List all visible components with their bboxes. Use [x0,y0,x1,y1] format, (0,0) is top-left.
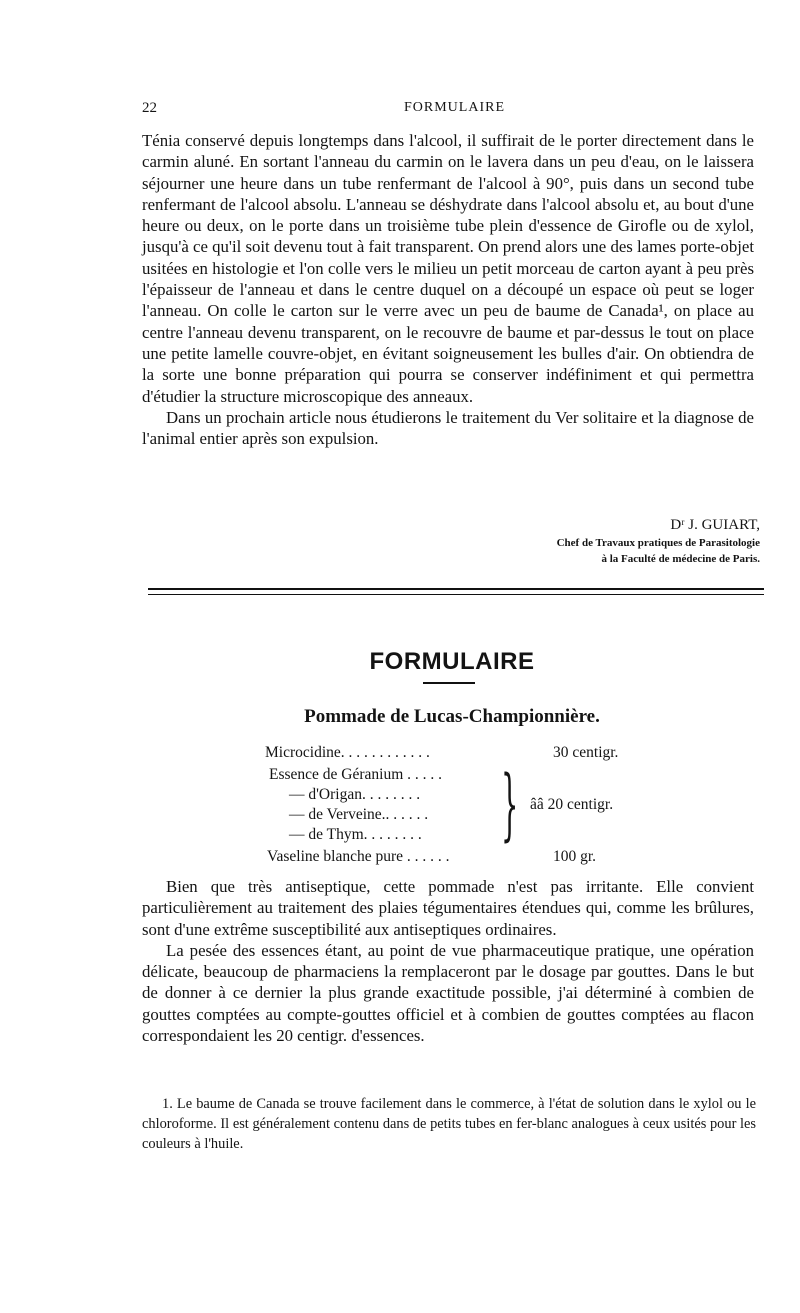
ingredient-qty: 30 centigr. [553,744,619,761]
ingredient-name: — de Thym. . . . . . . . [289,826,422,843]
recipe-title: Pommade de Lucas-Championnière. [304,706,600,727]
title-underline [423,682,475,684]
section-title: FORMULAIRE [369,648,535,675]
ingredient-name: Essence de Géranium . . . . . [269,766,443,783]
formula-body [142,876,754,1046]
author-affiliation: à la Faculté de médecine de Paris. [601,553,760,565]
ingredient-name: Vaseline blanche pure . . . . . . [267,848,450,865]
ingredient-name: — d'Origan. . . . . . . . [289,786,421,803]
page-header [142,100,752,124]
footnote-text: 1. Le baume de Canada se trouve facilement dans le commerce, à l'état de solution dans le xylol ou le chloroforme. Il est généralement contenu dans de petits tubes en fer-blanc analogues à ceux usités pour les couleurs à l'huile. [142,1096,756,1152]
ingredient-name: — de Verveine.. . . . . . [289,806,429,823]
article-paragraph: Ténia conservé depuis longtemps dans l'alcool, il suffirait de le porter directement dans le carmin aluné. En sortant l'anneau du carmin on le lavera dans un peu d'eau, on le laissera séjourner une heure dans un tube renfermant de l'alcool à 90°, puis dans un second tube renfermant de l'alcool absolu. L'anneau se déshydrate dans l'alcool absolu et, au bout d'une heure ou deux, on le porte dans un troisième tube plein d'essence de Girofle ou de xylol, jusqu'à ce qu'il soit devenu tout à fait transparent. On prend alors une des lames porte-objet usitées en histologie et l'on colle vers le milieu un petit morceau de carton ayant à peu près l'épaisseur de l'anneau et dans le centre duquel on a découpé un espace où peut se loger l'anneau. On colle le carton sur le verre avec un peu de baume de Canada¹, on place au centre l'anneau devenu transparent, on le recouvre de baume et par-dessus le tout on place une petite lamelle couvre-objet, en évitant soigneusement les bulles d'air. On obtiendra de la sorte une bonne préparation qui pourra se conserver indéfiniment et qui permettra d'étudier la structure microscopique des anneaux. [142,131,754,406]
ingredient-name: Microcidine. . . . . . . . . . . . [265,744,430,761]
section-divider-thick [148,588,764,590]
grouped-qty-text: ââ 20 centigr. [530,796,614,813]
article-body [142,130,754,449]
footnote [142,1094,756,1154]
running-title: FORMULAIRE [404,100,506,115]
formula-paragraph: La pesée des essences étant, au point de vue pharmaceutique pratique, une opération délicate, beaucoup de pharmaciens la remplaceront par le dosage par gouttes. Dans le but de donner à ce dernier la plus grande exactitude possible, j'ai déterminé à combien de gouttes comptées au compte-gouttes officiel et à combien de gouttes comptées au flacon correspondaient les 20 centigr. d'essences. [142,940,754,1046]
ingredient-qty: 100 gr. [553,848,597,865]
author-name: Dʳ J. GUIART, [670,517,760,533]
grouping-brace: } [501,760,519,850]
formula-paragraph: Bien que très antiseptique, cette pommade n'est pas irritante. Elle convient particulièrement au traitement des plaies tégumentaires étendues qui, comme les brûlures, sont d'une extrême susceptibilité aux antiseptiques ordinaires. [142,877,754,939]
page-number: 22 [142,100,157,116]
author-role: Chef de Travaux pratiques de Parasitologie [556,537,760,549]
section-divider-thin [148,594,764,595]
article-paragraph: Dans un prochain article nous étudierons le traitement du Ver solitaire et la diagnose de l'animal entier après son expulsion. [142,407,754,449]
signature [470,516,760,567]
